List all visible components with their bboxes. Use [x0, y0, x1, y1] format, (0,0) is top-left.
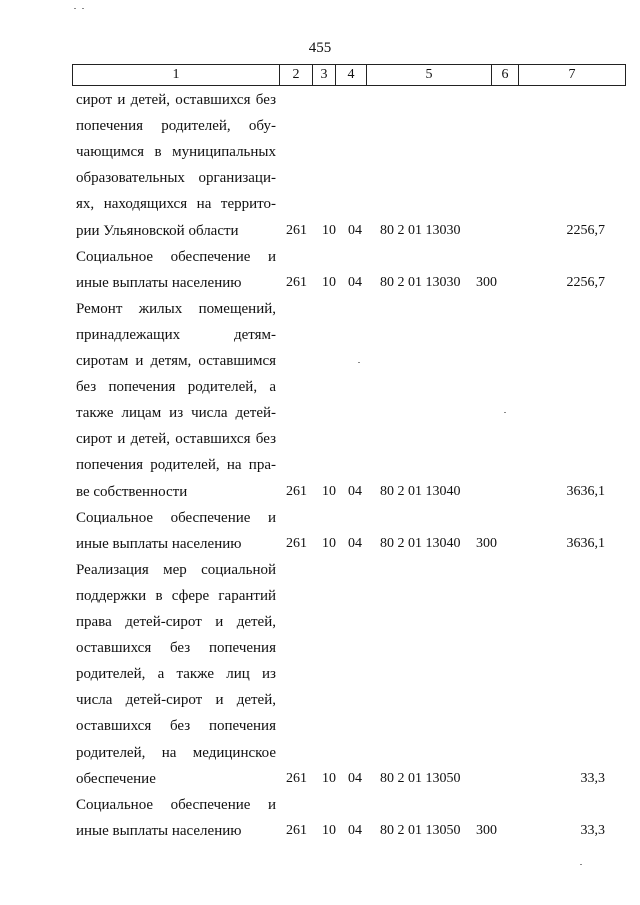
- row-c7-value: 3636,1: [566, 535, 605, 551]
- row-description-line: права детей-сирот и детей,: [76, 614, 276, 630]
- row-description-line: рии Ульяновской области: [76, 222, 239, 239]
- row-c2-value: 261: [286, 822, 307, 838]
- column-header-6: 6: [492, 65, 519, 86]
- row-description-line: числа детей-сирот и детей,: [76, 692, 276, 709]
- row-c4-value: 04: [348, 274, 362, 290]
- row-description-line: без попечения родителей, а: [76, 379, 276, 396]
- row-description-line: родителей, на медицинское: [76, 744, 276, 761]
- row-description-line: чающимся в муниципальных: [76, 144, 276, 161]
- row-c2-value: 261: [286, 483, 307, 499]
- row-description-line: оставшихся без попечения: [76, 718, 276, 735]
- row-c7-value: 2256,7: [566, 222, 605, 238]
- row-c5-value: 80 2 01 13030: [380, 274, 461, 290]
- column-header-row: [73, 65, 626, 86]
- row-c5-value: 80 2 01 13030: [380, 222, 461, 238]
- row-c7-value: 3636,1: [566, 483, 605, 499]
- row-description-line: иные выплаты населению: [76, 535, 242, 552]
- column-header-2: 2: [280, 65, 313, 86]
- row-description-line: также лицам из числа детей-: [76, 405, 276, 422]
- row-c7-value: 33,3: [580, 822, 605, 838]
- row-c6-value: 300: [476, 822, 497, 838]
- column-header-table: [72, 64, 626, 86]
- row-description-line: попечения родителей, обу-: [76, 118, 276, 135]
- page-number: 455: [308, 40, 332, 56]
- row-c5-value: 80 2 01 13050: [380, 770, 461, 786]
- row-description-line: ях, находящихся на террито-: [76, 196, 276, 213]
- row-description-line: родителей, а также лиц из: [76, 666, 276, 683]
- row-description-line: попечения родителей, на пра-: [76, 457, 276, 474]
- column-header-3: 3: [313, 65, 336, 86]
- row-description-line: поддержки в сфере гарантий: [76, 587, 276, 604]
- row-c2-value: 261: [286, 222, 307, 238]
- row-c3-value: 10: [322, 822, 336, 838]
- row-c3-value: 10: [322, 274, 336, 290]
- row-description-line: сирот и детей, оставшихся без: [76, 92, 276, 108]
- row-c3-value: 10: [322, 483, 336, 499]
- row-description-line: сиротам и детям, оставшимся: [76, 353, 276, 369]
- row-c3-value: 10: [322, 222, 336, 238]
- row-c4-value: 04: [348, 770, 362, 786]
- row-description-line: Ремонт жилых помещений,: [76, 300, 276, 317]
- row-c4-value: 04: [348, 483, 362, 499]
- row-description-line: Социальное обеспечение и: [76, 248, 276, 265]
- scan-speck: [82, 8, 84, 9]
- column-header-1: 1: [73, 65, 280, 86]
- row-c6-value: 300: [476, 274, 497, 290]
- row-description-line: иные выплаты населению: [76, 822, 242, 839]
- row-c2-value: 261: [286, 274, 307, 290]
- row-c7-value: 2256,7: [566, 274, 605, 290]
- column-header-4: 4: [336, 65, 367, 86]
- scan-speck: [504, 412, 506, 413]
- row-c5-value: 80 2 01 13040: [380, 535, 461, 551]
- row-c6-value: 300: [476, 535, 497, 551]
- row-c4-value: 04: [348, 822, 362, 838]
- row-c4-value: 04: [348, 222, 362, 238]
- row-description-line: обеспечение: [76, 770, 156, 787]
- row-c7-value: 33,3: [580, 770, 605, 786]
- row-description-line: Социальное обеспечение и: [76, 509, 276, 526]
- row-description-line: Реализация мер социальной: [76, 561, 276, 578]
- row-c2-value: 261: [286, 770, 307, 786]
- row-c4-value: 04: [348, 535, 362, 551]
- row-description-line: принадлежащих детям-: [76, 326, 276, 343]
- column-header-5: 5: [367, 65, 492, 86]
- row-description-line: сирот и детей, оставшихся без: [76, 431, 276, 448]
- column-header-7: 7: [519, 65, 626, 86]
- row-description-line: оставшихся без попечения: [76, 640, 276, 657]
- row-c5-value: 80 2 01 13050: [380, 822, 461, 838]
- row-c2-value: 261: [286, 535, 307, 551]
- scan-speck: [74, 8, 76, 9]
- row-description-line: иные выплаты населению: [76, 274, 242, 291]
- row-c3-value: 10: [322, 770, 336, 786]
- row-c3-value: 10: [322, 535, 336, 551]
- row-c5-value: 80 2 01 13040: [380, 483, 461, 499]
- row-description-line: Социальное обеспечение и: [76, 796, 276, 813]
- scan-speck: [358, 362, 360, 363]
- row-description-line: образовательных организаци-: [76, 170, 276, 187]
- row-description-line: ве собственности: [76, 483, 188, 500]
- scan-speck: [580, 864, 582, 865]
